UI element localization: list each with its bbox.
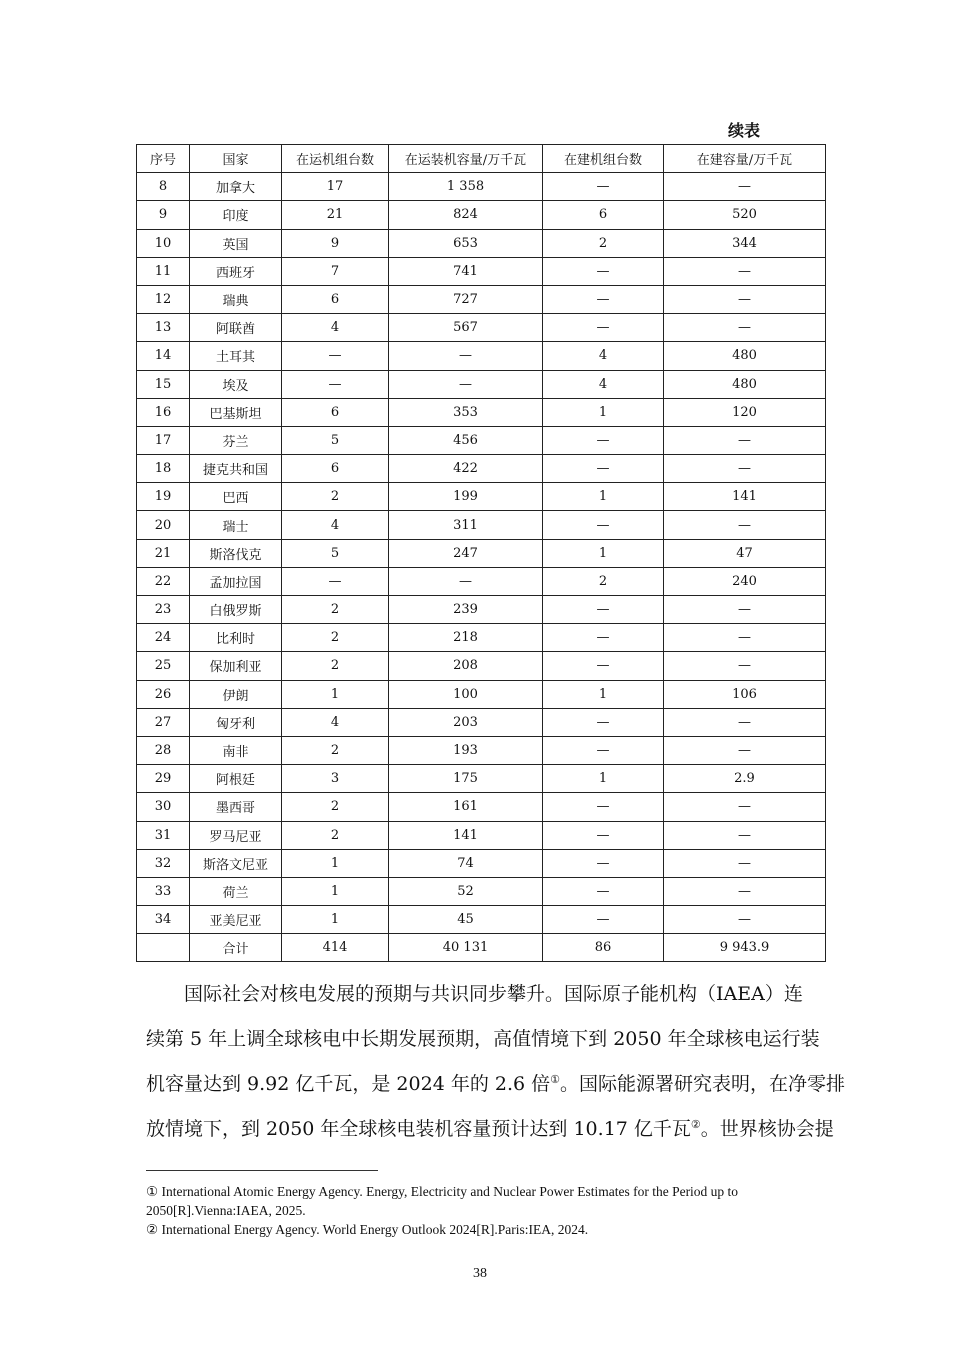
paragraph-line: 国际社会对核电发展的预期与共识同步攀升。国际原子能机构（IAEA）连 bbox=[184, 983, 803, 1005]
table-cell: 6 bbox=[282, 398, 389, 426]
table-cell: — bbox=[282, 342, 389, 370]
table-cell: 22 bbox=[137, 567, 190, 595]
table-row bbox=[137, 285, 826, 313]
table-cell: 100 bbox=[389, 680, 543, 708]
table-cell: — bbox=[664, 736, 826, 764]
table-cell: 727 bbox=[389, 285, 543, 313]
table-cell: 4 bbox=[543, 370, 664, 398]
column-header-operating-units: 在运机组台数 bbox=[282, 145, 389, 173]
table-cell: 193 bbox=[389, 736, 543, 764]
table-cell: 2 bbox=[282, 652, 389, 680]
country-cell: 埃及 bbox=[190, 370, 282, 398]
country-cell: 瑞典 bbox=[190, 285, 282, 313]
table-cell: 14 bbox=[137, 342, 190, 370]
table-row bbox=[137, 201, 826, 229]
table-cell: 2 bbox=[282, 736, 389, 764]
table-cell: — bbox=[664, 511, 826, 539]
table-cell: 5 bbox=[282, 426, 389, 454]
footnotes bbox=[146, 1182, 826, 1239]
footnote-2: ② International Energy Agency. World Energy Outlook 2024[R].Paris:IEA, 2024. bbox=[146, 1222, 589, 1237]
table-cell: 1 bbox=[282, 849, 389, 877]
table-cell: 33 bbox=[137, 877, 190, 905]
total-cell: 86 bbox=[543, 934, 664, 962]
table-row bbox=[137, 455, 826, 483]
table-row bbox=[137, 596, 826, 624]
table-cell: 239 bbox=[389, 596, 543, 624]
table-cell: — bbox=[664, 906, 826, 934]
table-cell: 141 bbox=[389, 821, 543, 849]
table-cell: 6 bbox=[282, 285, 389, 313]
table-cell: 653 bbox=[389, 229, 543, 257]
table-cell: 20 bbox=[137, 511, 190, 539]
table-header-row bbox=[137, 145, 826, 173]
table-cell: 4 bbox=[282, 708, 389, 736]
table-cell: 1 bbox=[543, 398, 664, 426]
table-row bbox=[137, 680, 826, 708]
paragraph-line bbox=[146, 1062, 846, 1107]
table-cell: — bbox=[664, 173, 826, 201]
country-cell: 比利时 bbox=[190, 624, 282, 652]
table-cell: 9 bbox=[137, 201, 190, 229]
country-cell: 荷兰 bbox=[190, 877, 282, 905]
body-paragraph bbox=[146, 972, 846, 1152]
paragraph-line: 续第 5 年上调全球核电中长期发展预期，高值情境下到 2050 年全球核电运行装 bbox=[146, 1028, 820, 1050]
table-cell: — bbox=[543, 821, 664, 849]
table-cell: 47 bbox=[664, 539, 826, 567]
table-cell: — bbox=[664, 257, 826, 285]
table-cell: — bbox=[543, 455, 664, 483]
table-cell: 4 bbox=[282, 314, 389, 342]
country-cell: 加拿大 bbox=[190, 173, 282, 201]
table-cell: — bbox=[389, 567, 543, 595]
table-cell: 18 bbox=[137, 455, 190, 483]
country-cell: 瑞士 bbox=[190, 511, 282, 539]
country-cell: 白俄罗斯 bbox=[190, 596, 282, 624]
table-cell: — bbox=[664, 793, 826, 821]
table-cell: 456 bbox=[389, 426, 543, 454]
table-row bbox=[137, 708, 826, 736]
footnote-ref-1[interactable]: ① bbox=[550, 1073, 560, 1086]
table-row bbox=[137, 483, 826, 511]
table-cell: 16 bbox=[137, 398, 190, 426]
table-cell: 28 bbox=[137, 736, 190, 764]
table-row bbox=[137, 173, 826, 201]
table-cell: 24 bbox=[137, 624, 190, 652]
table-row bbox=[137, 426, 826, 454]
country-cell: 捷克共和国 bbox=[190, 455, 282, 483]
table-cell: — bbox=[664, 877, 826, 905]
table-cell: — bbox=[664, 285, 826, 313]
table-cell: 1 bbox=[543, 765, 664, 793]
table-row bbox=[137, 314, 826, 342]
country-cell: 芬兰 bbox=[190, 426, 282, 454]
table-cell: 1 bbox=[282, 680, 389, 708]
table-cell: 520 bbox=[664, 201, 826, 229]
table-cell: 7 bbox=[282, 257, 389, 285]
table-cell: 741 bbox=[389, 257, 543, 285]
table-cell: 27 bbox=[137, 708, 190, 736]
country-cell: 英国 bbox=[190, 229, 282, 257]
table-cell: 74 bbox=[389, 849, 543, 877]
table-cell: — bbox=[664, 849, 826, 877]
table-cell: — bbox=[543, 285, 664, 313]
table-cell: — bbox=[543, 596, 664, 624]
footnote-ref-2[interactable]: ② bbox=[690, 1118, 701, 1131]
paragraph-text: 机容量达到 9.92 亿千瓦，是 2024 年的 2.6 倍 bbox=[146, 1073, 551, 1095]
country-cell: 墨西哥 bbox=[190, 793, 282, 821]
table-row bbox=[137, 229, 826, 257]
table-cell: 13 bbox=[137, 314, 190, 342]
table-cell: 32 bbox=[137, 849, 190, 877]
country-cell: 伊朗 bbox=[190, 680, 282, 708]
column-header-construction-units: 在建机组台数 bbox=[543, 145, 664, 173]
table-cell: 2 bbox=[543, 229, 664, 257]
table-cell: 311 bbox=[389, 511, 543, 539]
table-cell: 17 bbox=[137, 426, 190, 454]
table-cell: 8 bbox=[137, 173, 190, 201]
table-cell: — bbox=[543, 173, 664, 201]
column-header-construction-capacity: 在建容量/万千瓦 bbox=[664, 145, 826, 173]
table-cell: — bbox=[543, 877, 664, 905]
table-cell: 10 bbox=[137, 229, 190, 257]
table-cell: 2 bbox=[282, 483, 389, 511]
table-cell: 422 bbox=[389, 455, 543, 483]
country-cell: 阿联酋 bbox=[190, 314, 282, 342]
table-row bbox=[137, 652, 826, 680]
table-cell: 19 bbox=[137, 483, 190, 511]
table-cell: — bbox=[282, 370, 389, 398]
table-cell: 23 bbox=[137, 596, 190, 624]
table-cell: — bbox=[543, 624, 664, 652]
table-row bbox=[137, 765, 826, 793]
table-cell: — bbox=[389, 370, 543, 398]
table-cell: 218 bbox=[389, 624, 543, 652]
total-cell: 40 131 bbox=[389, 934, 543, 962]
table-row bbox=[137, 906, 826, 934]
table-cell: 1 bbox=[282, 906, 389, 934]
table-cell: 1 bbox=[543, 680, 664, 708]
country-cell: 南非 bbox=[190, 736, 282, 764]
table-cell: — bbox=[664, 314, 826, 342]
table-cell: 12 bbox=[137, 285, 190, 313]
table-cell: 4 bbox=[282, 511, 389, 539]
table-row bbox=[137, 342, 826, 370]
table-cell: 175 bbox=[389, 765, 543, 793]
table-cell: — bbox=[543, 708, 664, 736]
table-cell: — bbox=[543, 793, 664, 821]
country-cell: 保加利亚 bbox=[190, 652, 282, 680]
table-cell: 247 bbox=[389, 539, 543, 567]
table-cell: — bbox=[543, 652, 664, 680]
table-row bbox=[137, 821, 826, 849]
table-cell: 29 bbox=[137, 765, 190, 793]
paragraph-text: 。国际能源署研究表明，在净零排 bbox=[560, 1073, 846, 1095]
table-cell: 11 bbox=[137, 257, 190, 285]
table-cell: 15 bbox=[137, 370, 190, 398]
table-row bbox=[137, 370, 826, 398]
country-cell: 土耳其 bbox=[190, 342, 282, 370]
table-cell: 30 bbox=[137, 793, 190, 821]
table-cell: 21 bbox=[137, 539, 190, 567]
page-number: 38 bbox=[473, 1266, 487, 1281]
table-cell: — bbox=[664, 426, 826, 454]
table-cell: 208 bbox=[389, 652, 543, 680]
table-cell: — bbox=[664, 821, 826, 849]
table-cell: 2 bbox=[282, 624, 389, 652]
table-cell: 34 bbox=[137, 906, 190, 934]
table-cell: 1 358 bbox=[389, 173, 543, 201]
footnote-1: ① International Atomic Energy Agency. Energy, Electricity and Nuclear Power Estimates for the Period up to 2050[R].Vienna:IAEA, 2025. bbox=[146, 1184, 739, 1218]
table-cell: 1 bbox=[282, 877, 389, 905]
table-cell: — bbox=[543, 736, 664, 764]
table-row bbox=[137, 539, 826, 567]
table-cell: 120 bbox=[664, 398, 826, 426]
table-cell: 567 bbox=[389, 314, 543, 342]
table-cell: 45 bbox=[389, 906, 543, 934]
table-row bbox=[137, 624, 826, 652]
total-label: 合计 bbox=[190, 934, 282, 962]
total-cell: 9 943.9 bbox=[664, 934, 826, 962]
country-cell: 斯洛文尼亚 bbox=[190, 849, 282, 877]
table-cell: 2 bbox=[282, 821, 389, 849]
table-cell: — bbox=[543, 426, 664, 454]
paragraph-text: 。世界核协会提 bbox=[700, 1118, 834, 1140]
column-header-country: 国家 bbox=[190, 145, 282, 173]
table-cell: — bbox=[664, 455, 826, 483]
table-row bbox=[137, 567, 826, 595]
continued-table-label: 续表 bbox=[727, 121, 760, 140]
table-cell: 6 bbox=[543, 201, 664, 229]
table-cell: 21 bbox=[282, 201, 389, 229]
paragraph-text: 放情境下，到 2050 年全球核电装机容量预计达到 10.17 亿千瓦 bbox=[146, 1118, 691, 1140]
table-cell: 161 bbox=[389, 793, 543, 821]
table-cell: 106 bbox=[664, 680, 826, 708]
table-cell: 26 bbox=[137, 680, 190, 708]
table-cell: 240 bbox=[664, 567, 826, 595]
column-header-operating-capacity: 在运装机容量/万千瓦 bbox=[389, 145, 543, 173]
table-cell: — bbox=[543, 906, 664, 934]
table-cell: 3 bbox=[282, 765, 389, 793]
table-cell: 6 bbox=[282, 455, 389, 483]
table-cell: — bbox=[543, 511, 664, 539]
table-cell: 2 bbox=[282, 793, 389, 821]
footnote-divider bbox=[146, 1170, 378, 1171]
table-row bbox=[137, 877, 826, 905]
table-row bbox=[137, 793, 826, 821]
country-cell: 西班牙 bbox=[190, 257, 282, 285]
table-cell: 52 bbox=[389, 877, 543, 905]
table-cell: 480 bbox=[664, 342, 826, 370]
country-cell: 匈牙利 bbox=[190, 708, 282, 736]
table-cell: — bbox=[389, 342, 543, 370]
country-cell: 阿根廷 bbox=[190, 765, 282, 793]
table-cell: 344 bbox=[664, 229, 826, 257]
table-cell: 2 bbox=[543, 567, 664, 595]
table-cell: 4 bbox=[543, 342, 664, 370]
table-cell: — bbox=[664, 624, 826, 652]
table-cell: — bbox=[543, 849, 664, 877]
country-cell: 巴西 bbox=[190, 483, 282, 511]
table-cell: 824 bbox=[389, 201, 543, 229]
country-cell: 孟加拉国 bbox=[190, 567, 282, 595]
table-cell: — bbox=[282, 567, 389, 595]
table-cell: — bbox=[543, 257, 664, 285]
table-total-row bbox=[137, 934, 826, 962]
table-cell: 2 bbox=[282, 596, 389, 624]
table-cell: 203 bbox=[389, 708, 543, 736]
table-cell: — bbox=[664, 708, 826, 736]
table-row bbox=[137, 257, 826, 285]
column-header-index: 序号 bbox=[137, 145, 190, 173]
table-cell: 31 bbox=[137, 821, 190, 849]
total-cell bbox=[137, 934, 190, 962]
table-cell: 5 bbox=[282, 539, 389, 567]
table-cell: 141 bbox=[664, 483, 826, 511]
table-cell: — bbox=[543, 314, 664, 342]
table-cell: 9 bbox=[282, 229, 389, 257]
country-cell: 罗马尼亚 bbox=[190, 821, 282, 849]
country-cell: 斯洛伐克 bbox=[190, 539, 282, 567]
table-cell: 1 bbox=[543, 539, 664, 567]
country-cell: 印度 bbox=[190, 201, 282, 229]
table-cell: 480 bbox=[664, 370, 826, 398]
table-body bbox=[137, 173, 826, 934]
table-cell: 199 bbox=[389, 483, 543, 511]
table-cell: 353 bbox=[389, 398, 543, 426]
paragraph-line bbox=[146, 1107, 834, 1152]
table-cell: — bbox=[664, 652, 826, 680]
table-cell: 1 bbox=[543, 483, 664, 511]
table-row bbox=[137, 849, 826, 877]
nuclear-power-table bbox=[136, 144, 826, 962]
table-row bbox=[137, 511, 826, 539]
table-cell: 17 bbox=[282, 173, 389, 201]
country-cell: 巴基斯坦 bbox=[190, 398, 282, 426]
table-cell: — bbox=[664, 596, 826, 624]
country-cell: 亚美尼亚 bbox=[190, 906, 282, 934]
table-row bbox=[137, 398, 826, 426]
table-row bbox=[137, 736, 826, 764]
total-cell: 414 bbox=[282, 934, 389, 962]
table-cell: 2.9 bbox=[664, 765, 826, 793]
table-cell: 25 bbox=[137, 652, 190, 680]
